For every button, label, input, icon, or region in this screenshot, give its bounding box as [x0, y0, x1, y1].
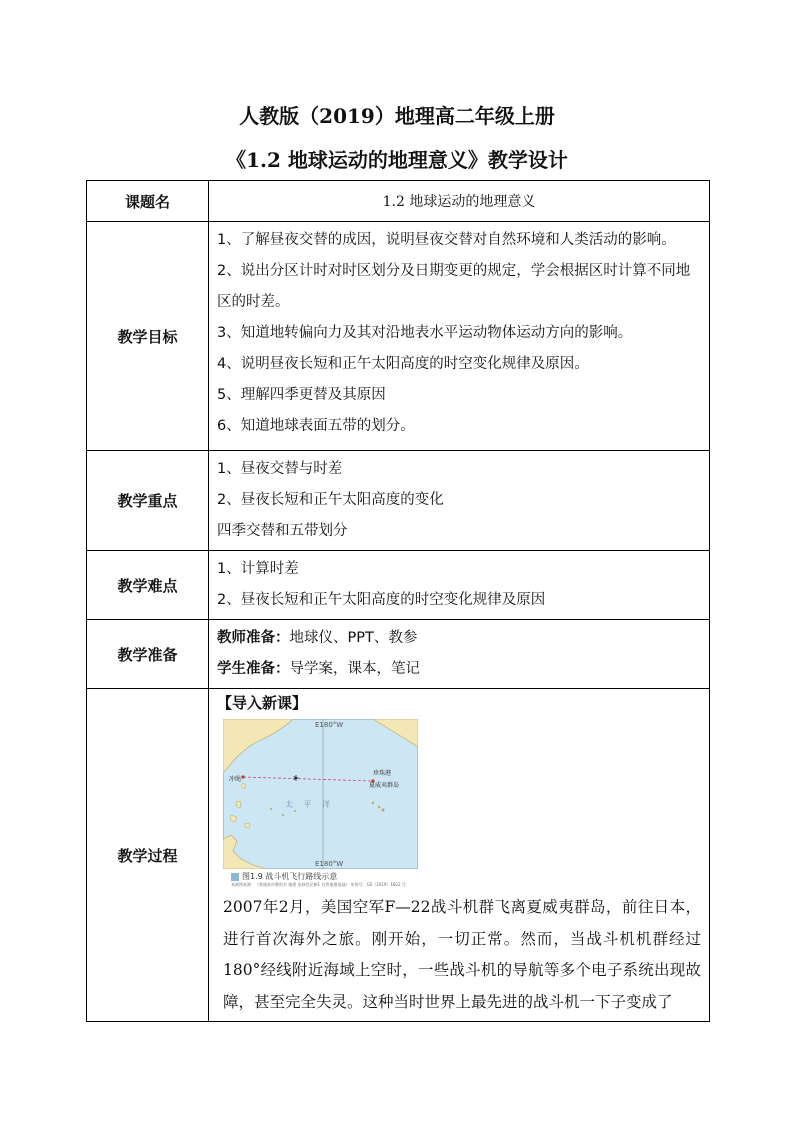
objective-item: 4、说明昼夜长短和正午太阳高度的时空变化规律及原因。: [217, 356, 589, 372]
student-preparation: [217, 654, 703, 685]
intro-paragraph: 2007年2月，美国空军F—22战斗机群飞离夏威夷群岛，前往日本，进行首次海外之旅。刚开始，一切正常。然而，当战斗机机群经过180°经线附近海域上空时，一些战斗机的导航等多个电子系统出现故障，甚至完全失灵。这种当时世界上最先进的战斗机一下子变成了: [223, 898, 701, 1011]
student-prep-label: 学生准备：: [217, 661, 290, 677]
map-image: [223, 719, 418, 869]
teacher-prep-value: 地球仪、PPT、教参: [289, 630, 418, 646]
process-cell: [209, 689, 710, 1022]
objectives-label: 教学目标: [87, 222, 209, 451]
objective-item: 1、了解昼夜交替的成因，说明昼夜交替对自然环境和人类活动的影响。: [217, 232, 676, 248]
difficulty-item: 1、计算时差: [217, 561, 299, 577]
topic-value: 1.2 地球运动的地理意义: [209, 181, 710, 222]
objective-item: 3、知道地转偏向力及其对沿地表水平运动物体运动方向的影响。: [217, 325, 633, 341]
row-objectives: [87, 222, 710, 451]
place-okinawa: 冲绳: [229, 776, 242, 783]
section-title: 【导入新课】: [217, 694, 308, 712]
row-preparation: [87, 620, 710, 689]
difficulties-cell: [209, 551, 710, 620]
caption-marker: [231, 873, 239, 881]
key-point-item: 四季交替和五带划分: [217, 523, 348, 539]
row-process: [87, 689, 710, 1022]
objective-item: 2、说出分区计时对时区划分及日期变更的规定，学会根据区时计算不同地区的时差。: [217, 263, 691, 310]
row-topic: [87, 181, 710, 222]
objective-item: 6、知道地球表面五带的划分。: [217, 418, 415, 434]
difficulties-label: 教学难点: [87, 551, 209, 620]
meridian-label-bottom: E180°W: [315, 860, 344, 868]
topic-label: 课题名: [87, 181, 209, 222]
objectives-cell: [209, 222, 710, 451]
ocean-label: 太 平 洋: [285, 800, 335, 809]
key-point-item: 2、昼夜长短和正午太阳高度的变化: [217, 492, 444, 508]
objective-item: 5、理解四季更替及其原因: [217, 387, 386, 403]
place-hawaii: 夏威夷群岛: [369, 782, 400, 789]
flight-route-map: [223, 719, 418, 869]
doc-title-line2: 《1.2 地球运动的地理意义》教学设计: [226, 148, 568, 172]
teacher-preparation: [217, 623, 703, 654]
process-label: 教学过程: [87, 689, 209, 1022]
key-points-label: 教学重点: [87, 451, 209, 551]
preparation-label: 教学准备: [87, 620, 209, 689]
teacher-prep-label: 教师准备：: [217, 630, 290, 646]
key-points-cell: [209, 451, 710, 551]
place-pearl-harbor: 珍珠港: [373, 770, 392, 777]
meridian-label-top: E180°W: [315, 721, 344, 729]
difficulty-item: 2、昼夜长短和正午太阳高度的时空变化规律及原因: [217, 592, 546, 608]
preparation-cell: [209, 620, 710, 689]
doc-title-line1: 人教版（2019）地理高二年级上册: [239, 104, 555, 128]
map-caption-text: 图1.9 战斗机飞行路线示意: [242, 872, 338, 881]
key-point-item: 1、昼夜交替与时差: [217, 461, 343, 477]
row-key-points: [87, 451, 710, 551]
map-caption: [231, 871, 703, 882]
map-source: 来源图来源：《普通高中教科书 地理 选择性必修1 自然地理基础》 审图号：GS（2019）1822 号: [231, 882, 406, 887]
lesson-plan-table: [86, 180, 710, 1022]
student-prep-value: 导学案，课本，笔记: [289, 661, 420, 677]
row-difficulties: [87, 551, 710, 620]
